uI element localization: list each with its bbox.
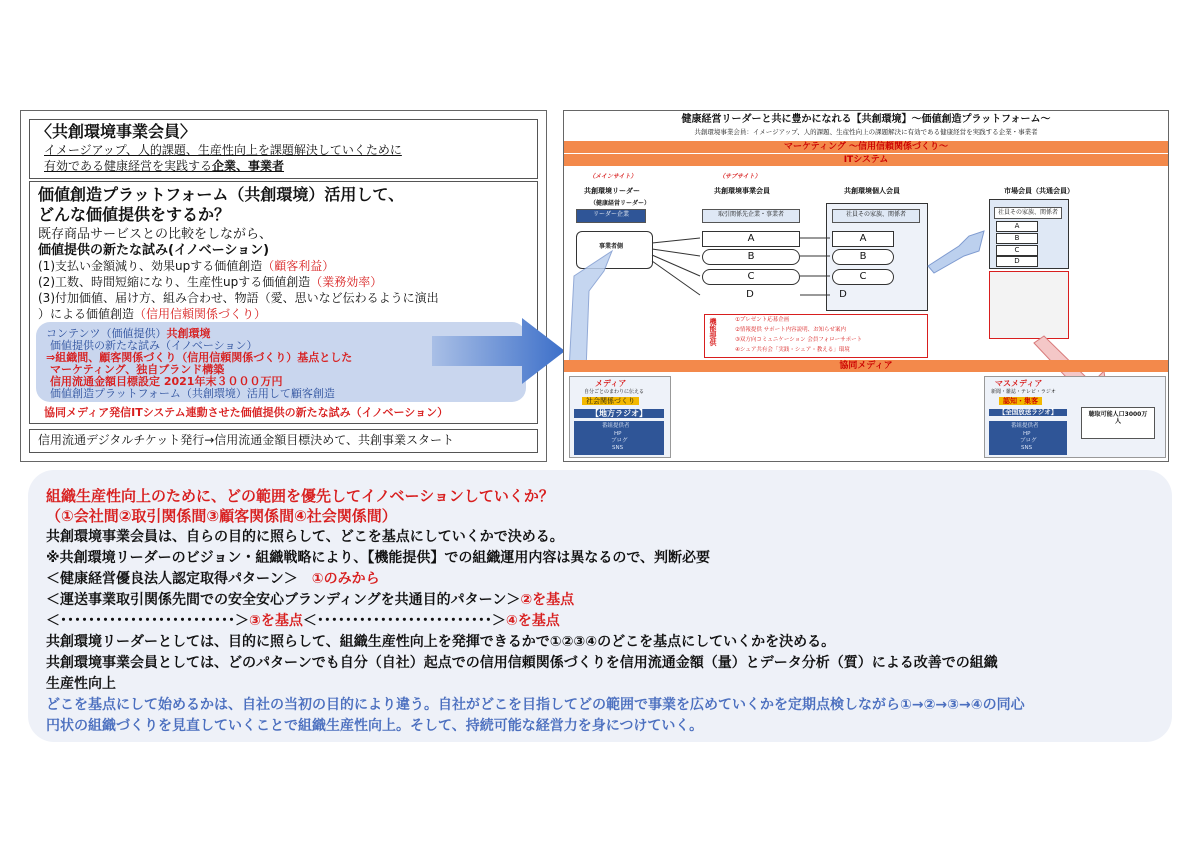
- blue-line1a: コンテンツ（価値提供）: [46, 327, 167, 340]
- pill-a: A: [702, 231, 800, 247]
- mass-media-box: [984, 376, 1166, 458]
- diagram-subtitle: 共創環境事業会員：イメージアップ、人的課題、生産性向上の課題解決に有効である健康経営を実践する企業・事業者: [694, 128, 1038, 136]
- item3b-text: ）による価値創造: [38, 307, 135, 321]
- sub-site-label: （サブサイト）: [719, 173, 761, 180]
- body-line9: どこを基点にして始めるかは、自社の当初の目的により違う。自社がどこを目指してどの範囲で事業を広めていくかを定期点検しながら①→②→③→④の同心: [46, 697, 1025, 713]
- bottom-panel: [28, 470, 1172, 742]
- body-line5a: ＜･････････････････････････＞: [46, 613, 249, 629]
- body-line2: ※共創環境リーダーのビジョン・組織戦略により、【機能提供】での組織運用内容は異なるので、判断必要: [46, 550, 711, 566]
- body-line6: 共創環境リーダーとしては、目的に照らして、組織生産性向上を発揮できるかで①②③④のどこを基点にしていくかを決める。: [46, 634, 836, 650]
- section1-line2a: 有効である健康経営を実践する: [44, 159, 213, 173]
- function-label: 機能提供: [709, 318, 718, 346]
- col4-title: 市場会員（共通会員）: [1004, 187, 1074, 195]
- section1-line2: [44, 160, 284, 174]
- col1-title: 共創環境リーダー: [584, 187, 640, 195]
- item3a: (3)付加価値、届け方、組み合わせ、物語（愛、思いなど伝わるように演出: [38, 291, 439, 305]
- body-line5: [46, 613, 560, 629]
- pill-b-col4: B: [996, 233, 1038, 244]
- col3-box: 社員その家族、関係者: [832, 209, 920, 223]
- section2-box: [29, 181, 538, 424]
- func-item-2: ②情報提供 サポート内容説明、お知らせ案内: [735, 327, 847, 333]
- body-line4: [46, 592, 574, 608]
- media-item-3: ブログ: [611, 438, 628, 444]
- body-line8: 生産性向上: [46, 676, 116, 692]
- pill-c-col3: C: [832, 269, 894, 285]
- item1-tag: （顧客利益）: [262, 259, 335, 273]
- body-line4b: ②を基点: [520, 592, 575, 608]
- col1-inner-label: 事業者側: [599, 243, 624, 250]
- blue-line6: 価値創造プラットフォーム（共創環境）活用して顧客創造: [50, 387, 335, 400]
- population-box: [1081, 407, 1155, 439]
- media-item-2: HP: [614, 431, 622, 437]
- mass-item-3: ブログ: [1020, 438, 1037, 444]
- section2-title1: 価値創造プラットフォーム（共創環境）活用して、: [38, 185, 405, 204]
- section1-line2b: 企業、事業者: [212, 159, 285, 173]
- func-item-4: ④シェア共有会「実践・シェア・教える」環境: [735, 347, 850, 353]
- item2-text: (2)工数、時間短縮になり、生産性upする価値創造: [38, 275, 311, 289]
- blue-line2: 価値提供の新たな試み（イノベーション）: [50, 339, 258, 352]
- kyodo-band: 協同メディア: [564, 360, 1168, 372]
- media-box: [569, 376, 671, 458]
- blue-line3: ⇒組織間、顧客関係づくり（信用信頼関係づくり）基点とした: [46, 351, 353, 364]
- media-tag: 社会関係づくり: [582, 397, 639, 405]
- kyodo-line: 協同メディア発信ITシステム連動させた価値提供の新たな試み（イノベーション）: [44, 406, 449, 419]
- item1: [38, 260, 334, 274]
- blue-line4: マーケティング、独自ブランド構築: [50, 363, 225, 376]
- pill-a-col4: A: [996, 221, 1038, 232]
- item1-text: (1)支払い金額減り、効果upする価値創造: [38, 259, 263, 273]
- pill-b: B: [702, 249, 800, 265]
- pill-c-col4: C: [996, 245, 1038, 256]
- section1-box: [29, 119, 538, 179]
- pill-c: C: [702, 269, 800, 285]
- pill-b-col3: B: [832, 249, 894, 265]
- left-panel: [20, 110, 547, 462]
- question-line2: （①会社間②取引関係間③顧客関係間④社会関係間）: [46, 507, 397, 525]
- mass-sub: 新聞・雑誌・テレビ・ラジオ: [991, 389, 1056, 395]
- pill-d: D: [702, 287, 798, 303]
- body-line7: 共創環境事業会員としては、どのパターンでも自分（自社）起点での信用信頼関係づくりを信用流通金額（量）とデータ分析（質）による改善での組織: [46, 655, 998, 671]
- col1-sub: （健康経営リーダー）: [590, 200, 651, 207]
- section1-line1: イメージアップ、人的課題、生産性向上を課題解決していくために: [44, 143, 402, 157]
- col2-title: 共創環境事業会員: [714, 187, 770, 195]
- item2-tag: （業務効率）: [310, 275, 383, 289]
- big-arrow-icon: [432, 318, 567, 384]
- item3-tag: （信用信頼関係づくり）: [134, 307, 267, 321]
- media-item-4: SNS: [612, 445, 624, 451]
- it-band: ITシステム: [564, 154, 1168, 166]
- body-line3b: ①のみから: [311, 571, 380, 587]
- item3b: [38, 308, 266, 322]
- mass-title: マスメディア: [995, 379, 1043, 388]
- section2-line2: 価値提供の新たな試み(イノベーション): [38, 243, 270, 258]
- question-line1: 組織生産性向上のために、どの範囲を優先してイノベーションしていくか？: [46, 487, 554, 505]
- right-panel: [563, 110, 1169, 462]
- item2: [38, 276, 382, 290]
- footer-text: 信用流通デジタルチケット発行→信用流通金額目標決めて、共創事業スタート: [38, 433, 455, 447]
- mass-item-1: 番組提供者: [1011, 423, 1039, 429]
- footer-box: [29, 429, 538, 453]
- blue-line1b: 共創環境: [166, 327, 211, 340]
- body-line4a: ＜運送事業取引関係先間での安全安心ブランディングを共通目的パターン＞: [46, 592, 521, 608]
- function-box: [704, 314, 928, 358]
- func-item-1: ①プレゼント応募企画: [735, 317, 790, 323]
- section2-title2: どんな価値提供をするか？: [38, 205, 231, 224]
- body-line10: 円状の組織づくりを見直していくことで組織生産性向上。そして、持続可能な経営力を身につけていく。: [46, 718, 704, 734]
- section2-line1: 既存商品サービスとの比較をしながら、: [38, 227, 273, 242]
- marketing-band: マーケティング ～信用信頼関係づくり～: [564, 141, 1168, 153]
- mass-radio: 【全国放送ラジオ】: [989, 409, 1067, 416]
- pill-d-col4: D: [996, 256, 1038, 267]
- mass-item-2: HP: [1023, 431, 1031, 437]
- media-radio: 【地方ラジオ】: [574, 409, 664, 418]
- media-items: [574, 421, 664, 455]
- mass-items: [989, 421, 1067, 455]
- population-label: 聴取可能人口3000万人: [1088, 411, 1148, 425]
- body-line5b: ③を基点: [249, 613, 303, 629]
- body-line5d: ④を基点: [505, 613, 560, 629]
- func-item-3: ③双方向コミュニケーション 会員フォローサポート: [735, 337, 863, 343]
- media-title: メディア: [595, 379, 627, 388]
- blue-line5: 信用流通金額目標設定 2021年末３０００万円: [50, 375, 283, 388]
- col1-box: リーダー企業: [576, 209, 646, 223]
- media-item-1: 番組提供者: [602, 423, 630, 429]
- pill-d-col3: D: [839, 289, 847, 300]
- body-line5c: ＜･････････････････････････＞: [302, 613, 506, 629]
- col4-box: 社員その家族、関係者: [994, 207, 1062, 219]
- body-line3: [46, 571, 380, 587]
- section1-title: 〈共創環境事業会員〉: [36, 122, 197, 141]
- col3-title: 共創環境個人会員: [844, 187, 900, 195]
- body-line1: 共創環境事業会員は、自らの目的に照らして、どこを基点にしていくかで決める。: [46, 529, 564, 545]
- main-site-label: （メインサイト）: [589, 173, 637, 180]
- pill-a-col3: A: [832, 231, 894, 247]
- body-line3a: ＜健康経営優良法人認定取得パターン＞: [46, 571, 298, 587]
- media-sub: 自分ごとのまわりに伝える: [584, 389, 645, 395]
- mass-tag: 認知・集客: [999, 397, 1042, 405]
- mass-item-4: SNS: [1021, 445, 1033, 451]
- diagram-title: 健康経営リーダーと共に豊かになれる【共創環境】～価値創造プラットフォーム～: [681, 114, 1051, 125]
- col2-box: 取引関係先企業・事業者: [702, 209, 800, 223]
